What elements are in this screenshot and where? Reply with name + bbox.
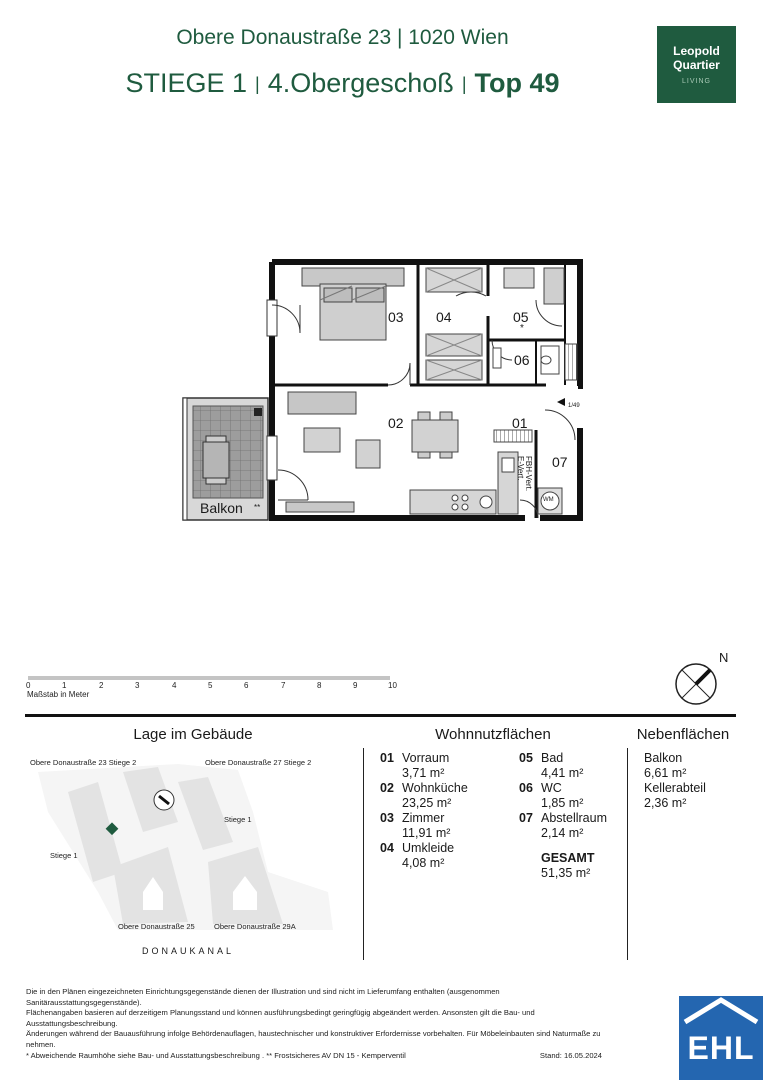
separator: | [461,74,467,94]
footer-line: Die in den Plänen eingezeichneten Einrichtungsgegenstände dienen der Illustration und sind nicht im Lieferumfang enthalten (ausgenommen Sanitärausstattungsgegenstände). [26,987,500,1007]
area-value: 4,41 m² [541,766,584,780]
area-num: 03 [380,811,394,825]
door-code: 1/49 [568,403,580,409]
area-name: Umkleide [402,841,455,855]
secondary-value: 2,36 m² [644,796,687,810]
room-02-label: 02 [388,415,404,431]
area-row [380,751,510,766]
living-list-right [519,751,624,881]
ehl-logo [679,996,763,1080]
logo-line2: Quartier [673,58,720,72]
entrance-arrow-icon [557,398,565,406]
window [267,436,277,480]
room-05-label: 05 [513,309,529,325]
area-row [519,781,624,796]
area-name: Vorraum [402,751,450,765]
room-04-label: 04 [436,309,452,325]
scale-tick: 7 [281,681,286,690]
area-num: 01 [380,751,394,765]
apartment-walls [272,262,580,518]
wardrobe [426,268,482,380]
area-name: Wohnküche [402,781,468,795]
scale-tick: 2 [99,681,104,690]
room-03-label: 03 [388,309,404,325]
compass-icon [672,660,722,710]
map-label: Stiege 1 [50,851,78,860]
bed [302,268,404,340]
area-num: 05 [519,751,533,765]
map-label: Obere Donaustraße 25 [118,922,195,931]
room-07-label: 07 [552,454,568,470]
fbh-label: FBH-Vert. [524,456,533,492]
area-name: Abstellraum [541,811,607,825]
area-row [519,751,624,766]
area-value: 1,85 m² [541,796,584,810]
room-01-label: 01 [512,415,528,431]
area-value: 4,08 m² [402,856,445,870]
scale-tick: 9 [353,681,358,690]
column-divider [627,748,628,960]
site-map [28,752,358,932]
scale-tick: 10 [388,681,397,690]
scale-bar [28,676,390,680]
total-value: 51,35 m² [541,866,591,880]
area-name: WC [541,781,562,795]
area-row [380,841,510,856]
stair-label: STIEGE 1 [125,68,248,98]
secondary-list [644,751,744,811]
footer-line: Änderungen während der Bauausführung infolge Behördenauflagen, haustechnischer und konstruktiver Erfordernisse vorbehalten. Für Möbeleinbauten sind Naturmaße zu nehmen. [26,1029,601,1049]
scale-tick: 4 [172,681,177,690]
total-label: GESAMT [541,851,595,865]
secondary-name: Kellerabteil [644,781,706,795]
secondary-name: Balkon [644,751,683,765]
scale-caption: Maßstab in Meter [27,690,90,699]
location-heading: Lage im Gebäude [133,726,253,743]
balcony-label: Balkon [200,500,243,516]
area-num: 02 [380,781,394,795]
area-row [380,811,510,826]
section-divider [25,714,736,717]
map-label: Obere Donaustraße 27 Stiege 2 [205,758,312,767]
compass-north-label: N [719,650,729,665]
scale-tick: 5 [208,681,213,690]
address-line: Obere Donaustraße 23 | 1020 Wien [176,26,509,49]
scale-tick: 8 [317,681,322,690]
elec-label: E-Vert. [516,456,525,481]
separator: | [255,74,260,94]
logo-line1: Leopold [673,44,720,58]
area-value: 2,14 m² [541,826,584,840]
column-divider [363,748,364,960]
area-name: Zimmer [402,811,445,825]
area-value: 3,71 m² [402,766,445,780]
canal-label: DONAUKANAL [142,946,235,956]
living-heading: Wohnnutzflächen [435,726,551,743]
living-list-left [380,751,510,871]
bath-asterisk: * [520,323,524,334]
area-row [519,811,624,826]
scale-tick: 6 [244,681,249,690]
footer-line: Flächenangaben basieren auf derzeitigem Planungsstand und können ausführungsbedingt geringfügig abgeändert werden. Ansonsten gilt die Bau- und Ausstattungsbeschreibung. [26,1008,535,1028]
scale-tick: 0 [26,681,31,690]
logo-line3: LIVING [682,78,711,85]
area-num: 04 [380,841,394,855]
balcony-asterisks: ** [254,503,261,512]
area-value: 23,25 m² [402,796,452,810]
living-furniture [286,392,532,514]
room-06-label: 06 [514,352,530,368]
area-row [380,781,510,796]
footer-date: Stand: 16.05.2024 [539,1050,602,1060]
area-num: 06 [519,781,533,795]
scale-tick: 3 [135,681,140,690]
footer-line: * Abweichende Raumhöhe siehe Bau- und Ausstattungsbeschreibung . ** Frostsicheres AV DN 15 - Kemperventil [26,1050,406,1060]
area-value: 11,91 m² [402,826,451,840]
washer-label: WM [543,497,554,503]
scale-tick: 1 [62,681,67,690]
map-label: Obere Donaustraße 29A [214,922,296,931]
area-num: 07 [519,811,533,825]
ehl-text: EHL [687,1030,755,1066]
unit-number: Top 49 [474,68,560,98]
footer-notes [26,987,616,1061]
map-label: Stiege 1 [224,815,252,824]
floor-label: 4.Obergeschoß [267,68,454,98]
map-label: Obere Donaustraße 23 Stiege 2 [30,758,137,767]
secondary-value: 6,61 m² [644,766,687,780]
secondary-heading: Nebenflächen [636,726,730,743]
area-name: Bad [541,751,564,765]
